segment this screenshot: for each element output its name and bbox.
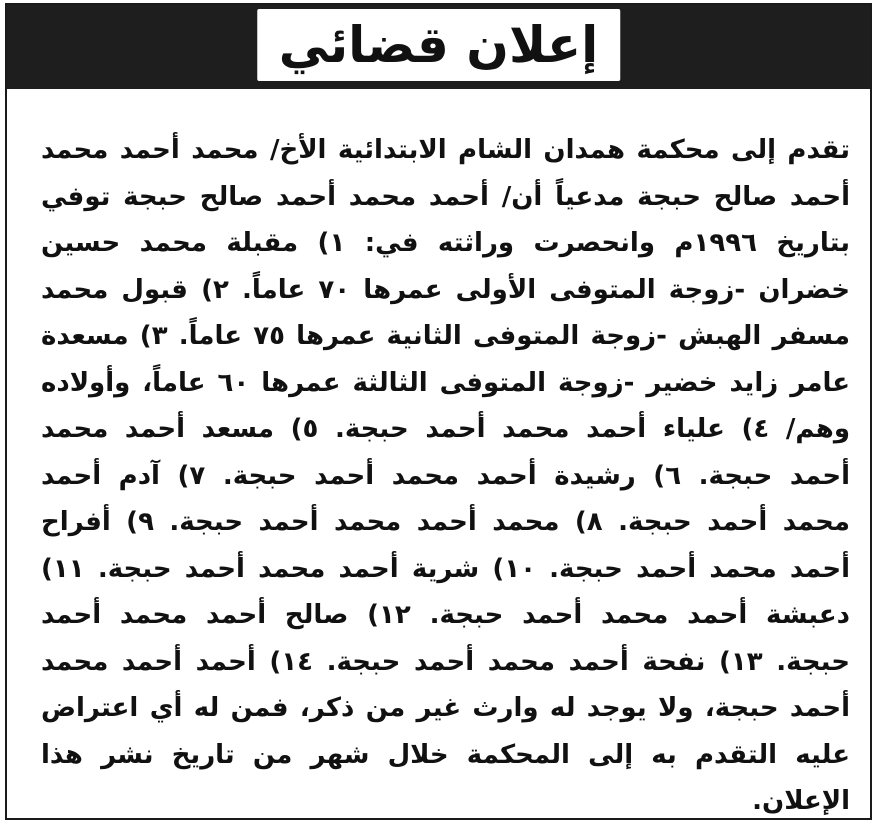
notice-header-bar (7, 5, 870, 89)
notice-body-text: تقدم إلى محكمة همدان الشام الابتدائية الأخ/ محمد أحمد محمد أحمد صالح حبجة مدعياً أن/ أحمد محمد أحمد صالح حبجة توفي بتاريخ ١٩٩٦م وانحصرت وراثته في: ١) مقبلة محمد حسين خضران -زوجة المتوفى الأولى عمرها ٧٠ عاماً. ٢) قبول محمد مسفر الهبش -زوجة المتوفى الثانية عمرها ٧٥ عاماً. ٣) مسعدة عامر زايد خضير -زوجة المتوفى الثالثة عمرها ٦٠ عاماً، وأولاده وهم/ ٤) علياء أحمد محمد أحمد حبجة. ٥) مسعد أحمد محمد أحمد حبجة. ٦) رشيدة أحمد محمد أحمد حبجة. ٧) آدم أحمد محمد أحمد حبجة. ٨) محمد أحمد محمد أحمد حبجة. ٩) أفراح أحمد محمد أحمد حبجة. ١٠) شرية أحمد محمد أحمد حبجة. ١١) دعبشة أحمد محمد أحمد حبجة. ١٢) صالح أحمد محمد أحمد حبجة. ١٣) نفحة أحمد محمد أحمد حبجة. ١٤) أحمد أحمد محمد أحمد حبجة، ولا يوجد له وارث غير من ذكر، فمن له أي اعتراض عليه التقدم به إلى المحكمة خلال شهر من تاريخ نشر هذا الإعلان. (41, 135, 850, 816)
judicial-notice (5, 3, 872, 820)
notice-title: إعلان قضائي (257, 9, 620, 81)
